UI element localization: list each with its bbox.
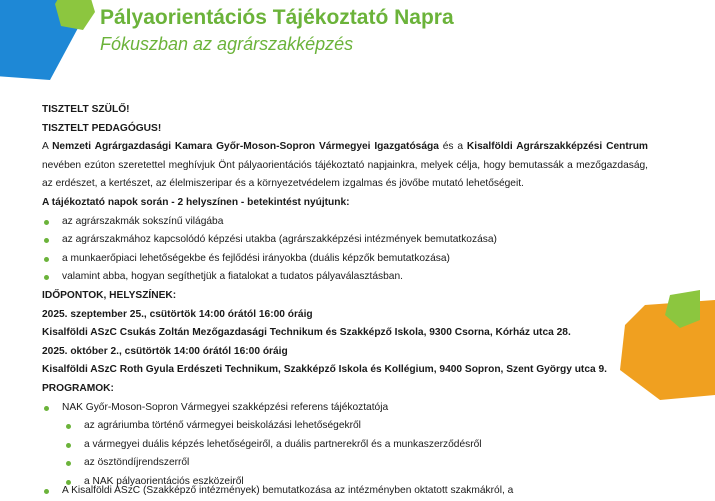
list-item: a munkaerőpiaci lehetőségekbe és fejlődési irányokba (duális képzők bemutatkozása) bbox=[42, 250, 648, 269]
cut-off-line bbox=[42, 485, 648, 500]
program-sub-item: az ösztöndíjrendszerről bbox=[42, 454, 648, 473]
intro-text-1: A bbox=[42, 141, 53, 153]
green-hexagon-decoration bbox=[55, 0, 95, 30]
program-cut-item: A Kisalföldi ASzC (Szakképző intézmények) bemutatkozása az intézményben oktatott szakmákról, a bbox=[42, 482, 648, 501]
program-sub-item: az agráriumba történő vármegyei beiskolázási lehetőségekről bbox=[42, 417, 648, 436]
green-leaf-decoration bbox=[660, 290, 700, 330]
program-sub-item: a vármegyei duális képzés lehetőségeiről, a duális partnerekről és a munkaszerződésről bbox=[42, 436, 648, 455]
schedule-place-2: Kisalföldi ASzC Roth Gyula Erdészeti Technikum, Szakképző Iskola és Kollégium, 9400 Sopron, Szent György utca 9. bbox=[42, 364, 607, 376]
days-heading: A tájékoztató napok során - 2 helyszínen - betekintést nyújtunk: bbox=[42, 196, 350, 208]
schedule-date-1: 2025. szeptember 25., csütörtök 14:00 órától 16:00 óráig bbox=[42, 308, 313, 320]
page-subtitle: Fókuszban az agrárszakképzés bbox=[100, 34, 354, 54]
greeting-parent: TISZTELT SZÜLŐ! bbox=[42, 104, 130, 115]
program-sub-item: a NAK pályaorientációs eszközeiről bbox=[42, 473, 648, 492]
intro-org-2: Kisalföldi Agrárszakképzési Centrum bbox=[466, 141, 648, 153]
letter-body bbox=[42, 101, 648, 491]
intro-text-2: és a bbox=[438, 141, 467, 153]
intro-paragraph bbox=[42, 138, 648, 194]
list-item: valamint abba, hogyan segíthetjük a fiatalokat a tudatos pályaválasztásban. bbox=[42, 268, 648, 287]
greeting-teacher: TISZTELT PEDAGÓGUS! bbox=[42, 122, 162, 134]
program-main-item: NAK Győr-Moson-Sopron Vármegyei szakképzési referens tájékoztatója bbox=[42, 399, 648, 418]
schedule-date-2: 2025. október 2., csütörtök 14:00 órától 16:00 óráig bbox=[42, 345, 288, 357]
schedule-place-1: Kisalföldi ASzC Csukás Zoltán Mezőgazdasági Technikum és Szakképző Iskola, 9300 Csorna, Kórház utca 28. bbox=[42, 327, 571, 339]
list-item: az agrárszakmák sokszínű világába bbox=[42, 213, 648, 232]
programs-heading: PROGRAMOK: bbox=[42, 382, 114, 394]
intro-text-3: nevében ezúton szeretettel meghívjuk Önt pályaorientációs tájékoztató napjainkra, melyek célja, hogy bemutassák a mezőgazdaság, az erdészet, a kertészet, az élelmiszeripar és a környezetvédelem izgalmas és jövőbe mutató lehetőségeit. bbox=[42, 159, 648, 190]
intro-org-1: Nemzeti Agrárgazdasági Kamara Győr-Moson-Sopron Vármegyei Igazgatósága bbox=[52, 141, 439, 153]
schedule-heading: IDŐPONTOK, HELYSZÍNEK: bbox=[42, 289, 177, 301]
page-title: Pályaorientációs Tájékoztató Napra bbox=[100, 6, 454, 29]
list-item: az agrárszakmához kapcsolódó képzési utakba (agrárszakképzési intézmények bemutatkozása) bbox=[42, 231, 648, 250]
